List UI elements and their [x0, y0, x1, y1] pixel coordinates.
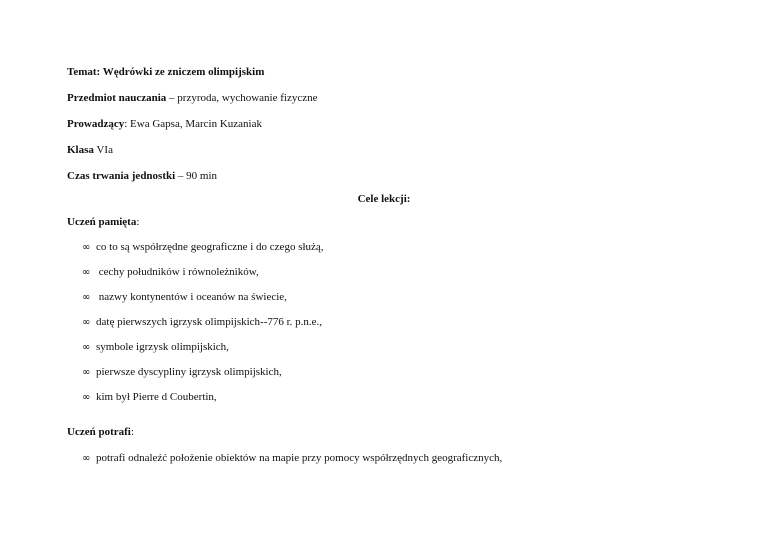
list-item — [82, 241, 324, 254]
teachers-label: Prowadzący — [67, 118, 125, 130]
subject-label: Przedmiot nauczania — [67, 92, 167, 104]
list-item — [82, 266, 259, 279]
infinity-bullet-icon: ∞ — [82, 242, 91, 253]
subject-line — [67, 92, 317, 105]
class-label: Klasa — [67, 144, 94, 156]
infinity-bullet-icon: ∞ — [82, 267, 91, 278]
list-item — [82, 341, 229, 354]
list-item — [82, 452, 502, 465]
list-item — [82, 316, 322, 329]
list-item-text: potrafi odnaleźć położenie obiektów na mapie przy pomocy współrzędnych geograficznych, — [96, 452, 503, 464]
remembers-label: Uczeń pamięta — [67, 216, 137, 228]
teachers-value: : Ewa Gapsa, Marcin Kuzaniak — [124, 118, 262, 130]
remembers-colon: : — [136, 216, 140, 228]
duration-line — [67, 170, 217, 183]
infinity-bullet-icon: ∞ — [82, 292, 91, 303]
class-line — [67, 144, 113, 157]
can-do-label: Uczeń potrafi — [67, 426, 131, 438]
list-item — [82, 391, 217, 404]
list-item — [82, 366, 282, 379]
can-do-colon: : — [130, 426, 134, 438]
class-value: VIa — [93, 144, 113, 156]
subject-value: – przyroda, wychowanie fizyczne — [166, 92, 318, 104]
list-item-text: symbole igrzysk olimpijskich, — [96, 341, 229, 353]
can-do-heading — [67, 426, 134, 439]
list-item-text: datę pierwszych igrzysk olimpijskich--776 r. p.n.e., — [96, 316, 323, 328]
remembers-heading — [67, 216, 139, 229]
list-item-text: nazwy kontynentów i oceanów na świecie, — [96, 291, 287, 303]
infinity-bullet-icon: ∞ — [82, 453, 91, 464]
duration-label: Czas trwania jednostki — [67, 170, 176, 182]
lesson-topic: Temat: Wędrówki ze zniczem olimpijskim — [67, 66, 265, 78]
teachers-line — [67, 118, 262, 131]
goals-title: Cele lekcji: — [357, 193, 411, 205]
infinity-bullet-icon: ∞ — [82, 317, 91, 328]
infinity-bullet-icon: ∞ — [82, 342, 91, 353]
list-item-text: co to są współrzędne geograficzne i do czego służą, — [96, 241, 324, 253]
list-item-text: kim był Pierre d Coubertin, — [96, 391, 217, 403]
list-item-text: cechy południków i równoleżników, — [96, 266, 259, 278]
duration-value: – 90 min — [175, 170, 218, 182]
infinity-bullet-icon: ∞ — [82, 367, 91, 378]
list-item-text: pierwsze dyscypliny igrzysk olimpijskich, — [96, 366, 282, 378]
infinity-bullet-icon: ∞ — [82, 392, 91, 403]
list-item — [82, 291, 287, 304]
